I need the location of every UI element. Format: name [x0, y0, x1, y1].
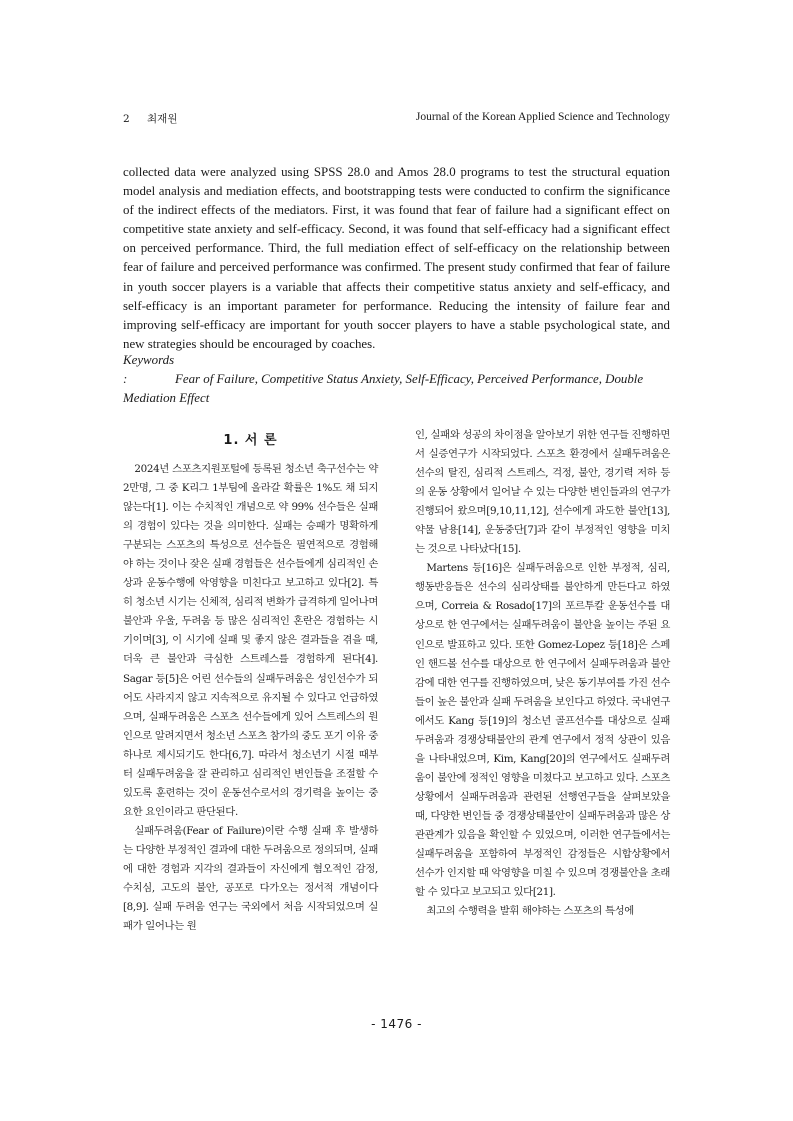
- keywords: [123, 351, 670, 408]
- right-column: [415, 426, 670, 921]
- left-column: [123, 426, 378, 936]
- right-paragraph-1: 인, 실패와 성공의 차이점을 알아보기 위한 연구들 진행하면서 실증연구가 시작되었다. 스포츠 환경에서 실패두려움은 선수의 탈진, 심리적 스트레스, 걱정, 불안, 경기력 저하 등의 운동 상황에서 일어날 수 있는 다양한 변인들과의 연구가 진행되어 왔으며[9,10,11,12], 선수에게 과도한 불안[13], 약물 남용[14], 운동중단[7]과 같이 부정적인 영향을 미치는 것으로 나타났다[15].: [415, 429, 670, 556]
- header-journal: Journal of the Korean Applied Science and Technology: [415, 111, 670, 123]
- running-header: [123, 111, 670, 127]
- left-paragraph-1: 2024년 스포츠지원포털에 등록된 청소년 축구선수는 약 2만명, 그 중 K리그 1부팀에 올라갈 확률은 1%도 채 되지 않는다[1]. 이는 수치적인 개념으로 약 99% 선수들은 실패의 경험이 있다는 것을 의미한다. 실패는 승패가 명확하게 구분되는 스포츠의 특성으로 선수들은 필연적으로 경험해야 하는 것이나 잦은 실패 경험들은 선수들에게 심리적인 손상과 운동수행에 악영향을 미친다고 보고하고 있다[2]. 특히 청소년 시기는 신체적, 심리적 변화가 급격하게 일어나며 불안과 우울, 두려움 등 많은 심리적인 혼란은 경험하는 시기이며[3], 이 시기에 실패 및 좋지 않은 결과들을 겪을 때, 더욱 큰 불안과 극심한 스트레스를 경험하게 된다[4]. Sagar 등[5]은 어린 선수들의 실패두려움은 성인선수가 되어도 사라지지 않고 지속적으로 유지될 수 있다고 언급하였으며, 실패두려움은 스포츠 선수들에게 있어 스트레스의 원인으로 알려지면서 청소년 스포츠 참가의 중도 포기 이유 중 하나로 제시되기도 한다[6,7]. 따라서 청소년기 시절 때부터 실패두려움을 잘 관리하고 심리적인 변인들을 조절할 수 있도록 훈련하는 것이 운동선수로서의 경기력을 높이는 중요한 요인이라고 판단된다.: [123, 463, 378, 818]
- keywords-text: Fear of Failure, Competitive Status Anxiety, Self-Efficacy, Perceived Performance, Double Mediation Effect: [123, 372, 644, 405]
- page-footer: - 1476 -: [371, 1017, 422, 1031]
- keywords-label: Keywords :: [123, 353, 175, 386]
- header-page-number: 2: [123, 113, 130, 125]
- abstract-text: collected data were analyzed using SPSS 28.0 and Amos 28.0 programs to test the structural equation model analysis and mediation effects, and bootstrapping tests were conducted to confirm the significance of the indirect effects of the mediators. First, it was found that fear of failure had a significant effect on competitive state anxiety and self-efficacy. Second, it was found that self-efficacy had a significant effect on perceived performance. Third, the full mediation effect of self-efficacy on the relationship between fear of failure and perceived performance was confirmed. The present study confirmed that fear of failure in youth soccer players is a variable that affects their competitive status anxiety and self-efficacy, and self-efficacy is an important parameter for performance. Reducing the intensity of failure fear and improving self-efficacy are important for youth soccer players to have a stable psychological state, and new strategies should be encouraged by coaches.: [123, 165, 670, 351]
- right-paragraph-3: 최고의 수행력을 발휘 해야하는 스포츠의 특성에: [426, 905, 634, 918]
- left-paragraph-2: 실패두려움(Fear of Failure)이란 수행 실패 후 발생하는 다양한 부정적인 결과에 대한 두려움으로 정의되며, 실패에 대한 경험과 지각의 결과들이 자신에게 혐오적인 감정, 수치심, 고도의 불안, 공포로 다가오는 정서적 개념이다[8,9]. 실패 두려움 연구는 국외에서 처음 시작되었으며 실패가 일어나는 원: [123, 824, 378, 933]
- header-author: 최재원: [147, 113, 178, 125]
- right-paragraph-2: Martens 등[16]은 실패두려움으로 인한 부정적, 심리, 행동반응들은 선수의 심리상태를 불안하게 만든다고 하였으며, Correia & Rosado[17]의 포르투칼 운동선수를 대상으로 한 연구에서는 실패두려움이 불안을 높이는 주된 요인으로 발표하고 있다. 또한 Gomez-Lopez 등[18]은 스페인 핸드볼 선수를 대상으로 한 연구에서 실패두려움과 불안감에 대한 연구를 진행하였으며, 낮은 동기부여를 가진 선수들이 높은 불안과 실패 두려움을 보인다고 하였다. 국내연구에서도 Kang 등[19]의 청소년 골프선수를 대상으로 실패두려움과 경쟁상태불안의 관계 연구에서 정적 상관이 있음을 나타내었으며, Kim, Kang[20]의 연구에서도 실패두려움이 불안에 정적인 영향을 미쳤다고 보고하고 있다. 스포츠상황에서 실패두려움과 관련된 선행연구들을 살펴보았을 때, 다양한 변인들 중 경쟁상태불안이 실패두려움과 많은 상관관계가 있음을 확인할 수 있었으며, 이러한 연구들에서는 실패두려움을 포함하여 부정적인 감정들은 시합상황에서 선수가 인지할 때 악영향을 미칠 수 있으며 경쟁불안을 초래할 수 있다고 보고되고 있다[21].: [415, 562, 670, 899]
- header-left: [123, 111, 177, 126]
- section-title: 1. 서 론: [223, 433, 278, 448]
